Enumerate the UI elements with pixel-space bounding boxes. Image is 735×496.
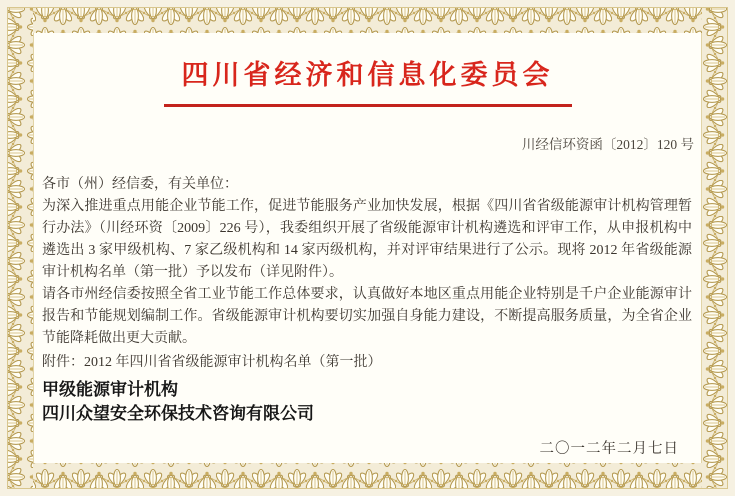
document-body xyxy=(34,174,701,350)
grade-heading: 甲级能源审计机构 xyxy=(42,380,178,399)
paragraph-2: 请各市州经信委按照全省工业节能工作总体要求，认真做好本地区重点用能企业特别是千户企业能源审计报告和节能规划编制工作。省级能源审计机构要切实加强自身能力建设，不断提高服务质量，为全省企业节能降耗做出更大贡献。 xyxy=(42,287,692,346)
document-number: 川经信环资函〔2012〕120 号 xyxy=(521,137,694,152)
paragraph-1: 为深入推进重点用能企业节能工作，促进节能服务产业加快发展，根据《四川省省级能源审计机构管理暂行办法》（川经环资〔2009〕226 号），我委组织开展了省级能源审计机构遴选和评审工作，从申报机构中遴选出 3 家甲级机构、7 家乙级机构和 14 家丙级机构，并对评审结果进行了公示。现将 2012 年省级能源审计机构名单（第一批）予以发布（详见附件）。 xyxy=(42,199,692,280)
issue-date: 二〇一二年二月七日 xyxy=(539,441,679,457)
company-name: 四川众望安全环保技术咨询有限公司 xyxy=(42,404,314,423)
attachment-line: 附件：2012 年四川省省级能源审计机构名单（第一批） xyxy=(42,355,382,370)
issuer-title: 四川省经济和信息化委员会 xyxy=(181,60,554,90)
red-divider xyxy=(164,104,572,107)
salutation: 各市（州）经信委，有关单位： xyxy=(42,177,238,192)
letter-paper xyxy=(34,33,701,463)
